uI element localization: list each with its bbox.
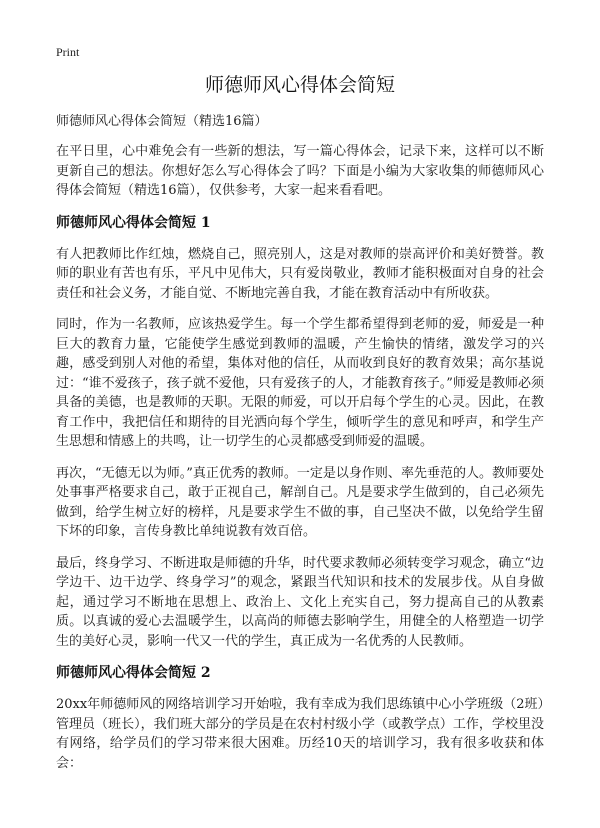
section-heading: 师德师风心得体会简短 2 xyxy=(56,665,211,681)
document-subtitle: 师德师风心得体会简短（精选16篇） xyxy=(56,114,268,129)
section-paragraph: 有人把教师比作红烛，燃烧自己，照亮别人，这是对教师的崇高评价和美好赞誉。教师的职业有苦也有乐，平凡中见伟大，只有爱岗敬业，教师才能积极面对自身的社会责任和社会义务，才能自觉、不断地完善自我，才能在教育活动中有所收获。 xyxy=(56,246,544,301)
section-1 xyxy=(56,213,544,652)
page-title: 师德师风心得体会简短 xyxy=(204,74,395,96)
section-paragraph: 20xx年师德师风的网络培训学习开始啦，我有幸成为我们思练镇中心小学班级（2班）管理员（班长），我们班大部分的学员是在农村村级小学（或教学点）工作，学校里没有网络，给学员们的学习带来很大困难。历经10天的培训学习，我有很多收获和体会： xyxy=(56,697,544,771)
intro-paragraph: 在平日里，心中难免会有一些新的想法，写一篇心得体会，记录下来，这样可以不断更新自己的想法。你想好怎么写心得体会了吗？下面是小编为大家收集的师德师风心得体会简短（精选16篇），仅供参考，大家一起来看看吧。 xyxy=(56,144,544,198)
print-link[interactable]: Print xyxy=(56,45,80,59)
section-paragraph: 同时，作为一名教师，应该热爱学生。每一个学生都希望得到老师的爱，师爱是一种巨大的教育力量，它能使学生感觉到教师的温暖，产生愉快的情绪，激发学习的兴趣，感受到别人对他的希望，集体对他的信任，从而收到良好的教育效果；高尔基说过：“谁不爱孩子，孩子就不爱他，只有爱孩子的人，才能教育孩子。”师爱是教师必须具备的美德，也是教师的天职。无限的师爱，可以开启每个学生的心灵。因此，在教育工作中，我把信任和期待的目光洒向每个学生，倾听学生的意见和呼声，和学生产生思想和情感上的共鸣，让一切学生的心灵都感受到师爱的温暖。 xyxy=(56,317,544,449)
section-paragraph: 最后，终身学习、不断进取是师德的升华，时代要求教师必须转变学习观念，确立“边学边干、边干边学、终身学习”的观念，紧跟当代知识和技术的发展步伐。从自身做起，通过学习不断地在思想上、政治上、文化上充实自己，努力提高自己的从教素质。以真诚的爱心去温暖学生，以高尚的师德去影响学生，用健全的人格塑造一切学生的美好心灵，影响一代又一代的学生，真正成为一名优秀的人民教师。 xyxy=(56,555,544,649)
section-heading: 师德师风心得体会简短 1 xyxy=(56,214,211,231)
section-paragraph: 再次，“无德无以为师。”真正优秀的教师。一定是以身作则、率先垂范的人。教师要处处事事严格要求自己，敢于正视自己，解剖自己。凡是要求学生做到的，自己必须先做到，给学生树立好的榜样，凡是要求学生不做的事，自己坚决不做，以免给学生留下坏的印象，言传身教比单纯说教有效百倍。 xyxy=(56,465,544,539)
section-2 xyxy=(56,663,544,773)
